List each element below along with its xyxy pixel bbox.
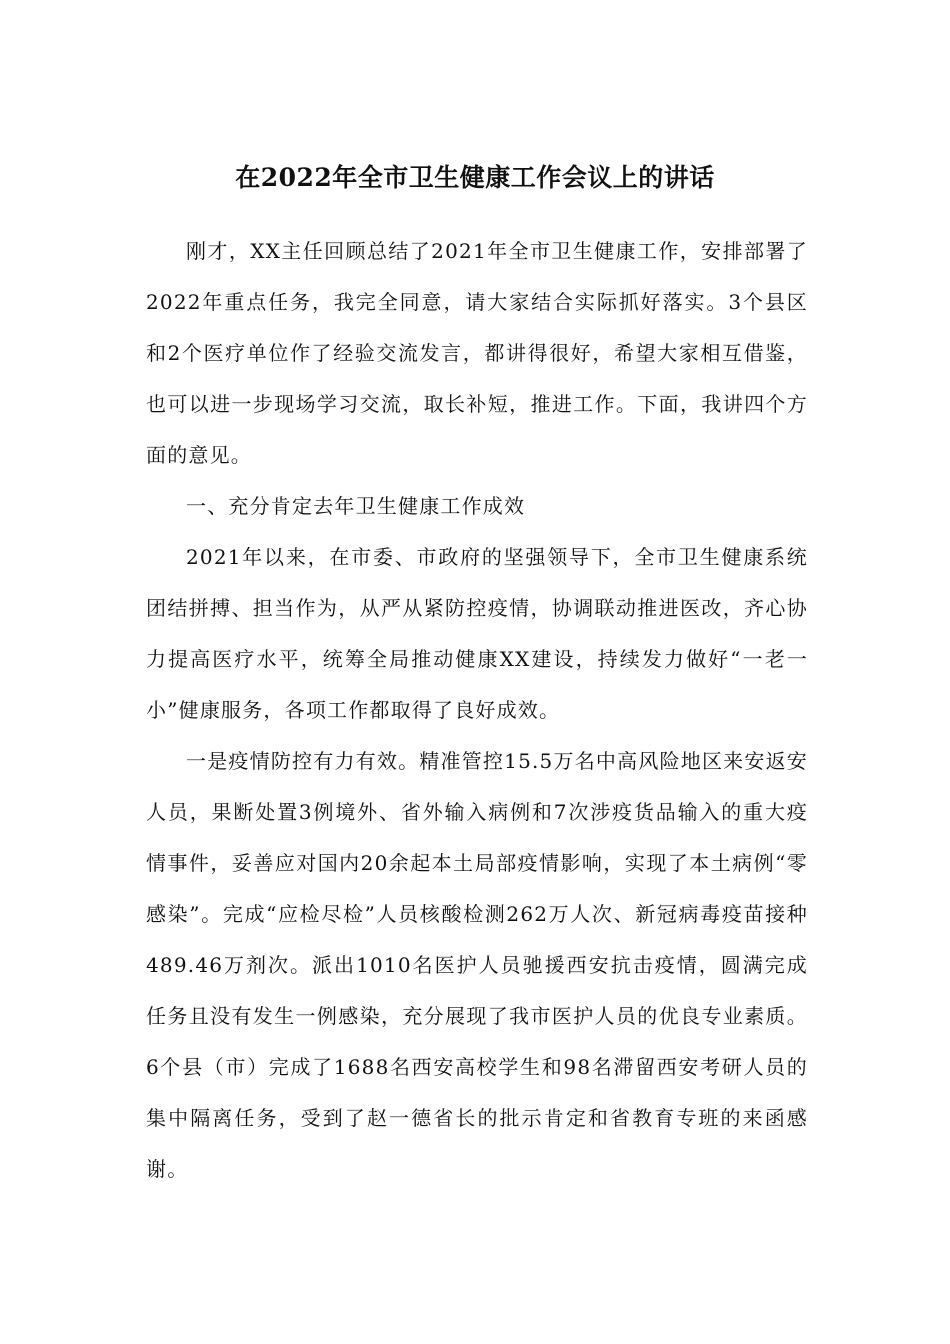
paragraph-epidemic-control: 一是疫情防控有力有效。精准管控15.5万名中高风险地区来安返安人员，果断处置3例境外、省外输入病例和7次涉疫货品输入的重大疫情事件，妥善应对国内20余起本土局部疫情影响，实现了本土病例“零感染”。完成“应检尽检”人员核酸检测262万人次、新冠病毒疫苗接种489.46万剂次。派出1010名医护人员驰援西安抗击疫情，圆满完成任务且没有发生一例感染，充分展现了我市医护人员的优良专业素质。6个县（市）完成了1688名西安高校学生和98名滞留西安考研人员的集中隔离任务，受到了赵一德省长的批示肯定和省教育专班的来函感谢。: [146, 749, 808, 1181]
paragraph-opening: 刚才，XX主任回顾总结了2021年全市卫生健康工作，安排部署了2022年重点任务，我完全同意，请大家结合实际抓好落实。3个县区和2个医疗单位作了经验交流发言，都讲得很好，希望大家相互借鉴，也可以进一步现场学习交流，取长补短，推进工作。下面，我讲四个方面的意见。: [146, 239, 808, 467]
paragraph-summary-2021: 2021年以来，在市委、市政府的坚强领导下，全市卫生健康系统团结拼搏、担当作为，从严从紧防控疫情，协调联动推进医改，齐心协力提高医疗水平，统筹全局推动健康XX建设，持续发力做好“一老一小”健康服务，各项工作都取得了良好成效。: [146, 545, 808, 722]
section-heading-1: 一、充分肯定去年卫生健康工作成效: [186, 494, 526, 518]
document-title: 在2022年全市卫生健康工作会议上的讲话: [235, 163, 715, 192]
document-body: [146, 226, 808, 1195]
